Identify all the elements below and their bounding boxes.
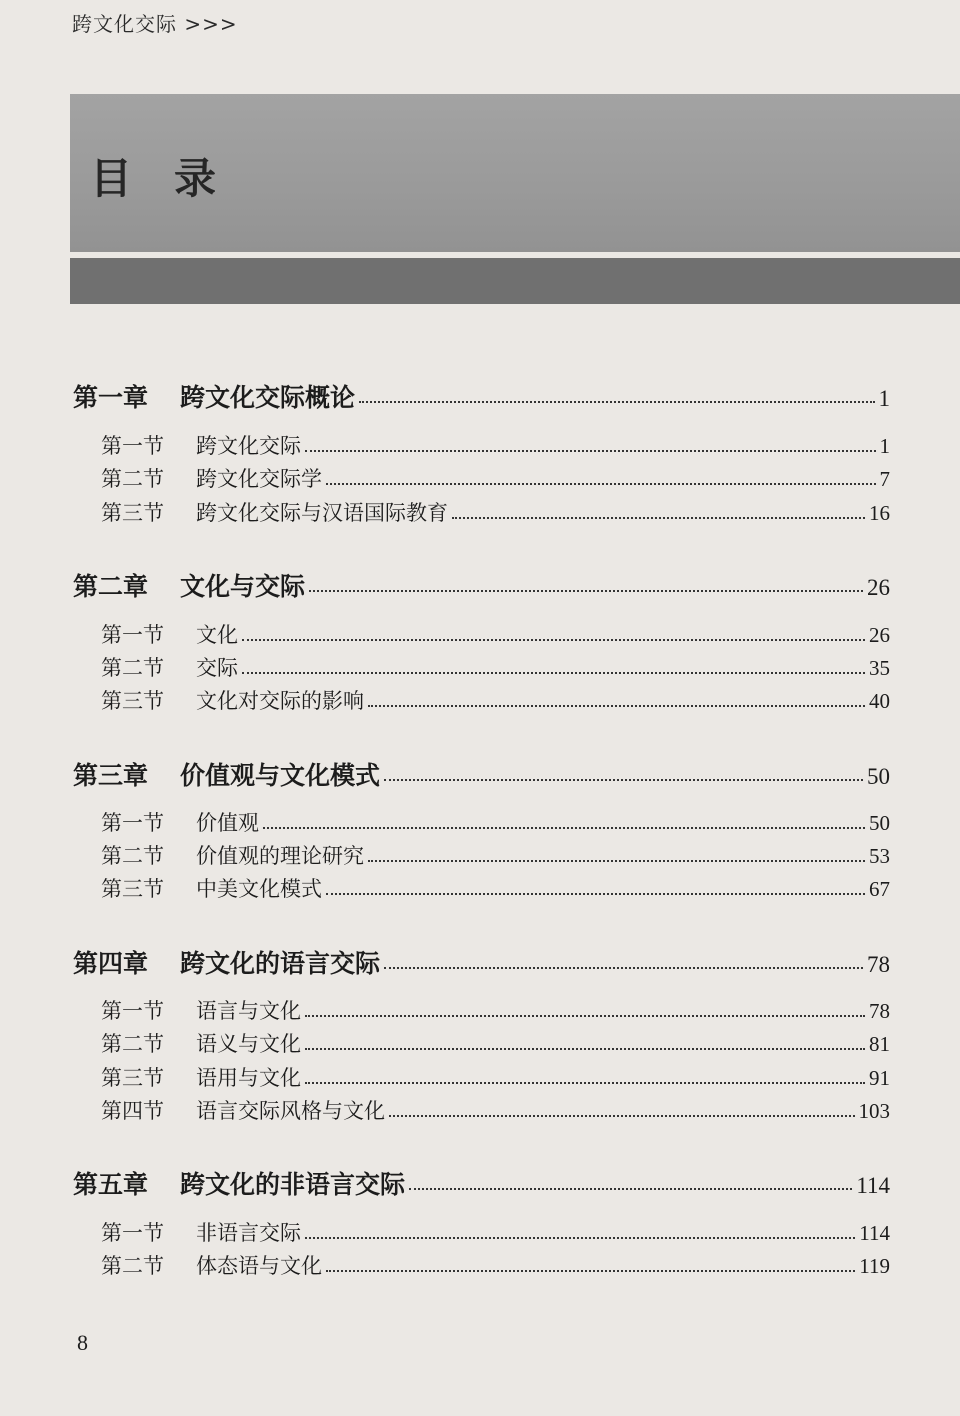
toc-entry-title: 文化与交际 (180, 572, 306, 601)
toc-leader-dots (452, 517, 865, 519)
toc-chapter-row (73, 756, 890, 792)
toc-entry-label: 第五章 (73, 1170, 149, 1199)
toc-leader-dots (326, 1270, 855, 1272)
toc-entry-title: 语义与文化 (196, 1032, 301, 1056)
toc-leader-dots (368, 860, 865, 862)
toc-entry-label: 第三节 (101, 1066, 164, 1090)
page-title: 目录 (90, 154, 259, 203)
toc-section-row (101, 430, 890, 460)
toc-entry-page: 78 (867, 952, 890, 977)
toc-leader-dots (368, 705, 865, 707)
toc-leader-dots (409, 1188, 852, 1190)
toc-entry-page: 50 (867, 764, 890, 789)
toc-leader-dots (305, 1048, 865, 1050)
toc-section-row (101, 497, 890, 527)
toc-entry-title: 语言与文化 (196, 999, 301, 1023)
toc-entry-label: 第一节 (101, 623, 164, 647)
toc-chapter-row (73, 378, 890, 414)
toc-entry-label: 第二节 (101, 1032, 164, 1056)
toc-section-row (101, 652, 890, 682)
toc-chapter-row (73, 1165, 890, 1201)
toc-leader-dots (305, 1015, 865, 1017)
toc-entry-page: 114 (856, 1173, 890, 1198)
toc-entry-title: 价值观与文化模式 (180, 761, 381, 790)
toc-entry-label: 第一节 (101, 434, 164, 458)
toc-leader-dots (305, 450, 876, 452)
toc-chapter-row (73, 567, 890, 603)
toc-entry-title: 语言交际风格与文化 (196, 1099, 385, 1123)
toc-entry-title: 文化对交际的影响 (196, 689, 364, 713)
toc-section-row (101, 1062, 890, 1092)
toc-leader-dots (305, 1237, 855, 1239)
toc-entry-page: 114 (859, 1221, 890, 1245)
toc-section-row (101, 995, 890, 1025)
toc-entry-page: 1 (878, 386, 890, 411)
toc-section-row (101, 1217, 890, 1247)
toc-entry-title: 非语言交际 (196, 1221, 301, 1245)
toc-entry-page: 1 (879, 434, 890, 458)
toc-leader-dots (389, 1115, 855, 1117)
toc-entry-page: 40 (869, 689, 890, 713)
toc-section-row (101, 1250, 890, 1280)
toc-entry-page: 16 (869, 501, 890, 525)
toc-section-row (101, 807, 890, 837)
toc-section-row (101, 685, 890, 715)
toc-entry-title: 跨文化交际概论 (180, 383, 356, 412)
toc-section-row (101, 840, 890, 870)
toc-leader-dots (263, 827, 865, 829)
toc-leader-dots (242, 672, 865, 674)
toc-entry-label: 第一节 (101, 1221, 164, 1245)
toc-entry-label: 第三节 (101, 501, 164, 525)
toc-entry-title: 跨文化交际与汉语国际教育 (196, 501, 448, 525)
toc-entry-label: 第二节 (101, 656, 164, 680)
banner-bar (70, 258, 960, 304)
toc-entry-label: 第一节 (101, 811, 164, 835)
toc-leader-dots (305, 1082, 865, 1084)
toc-entry-page: 53 (869, 844, 890, 868)
toc-section-row (101, 1095, 890, 1125)
toc-entry-title: 跨文化的语言交际 (180, 949, 381, 978)
toc-entry-label: 第四节 (101, 1099, 164, 1123)
toc-entry-page: 103 (858, 1099, 890, 1123)
toc-entry-label: 第三节 (101, 877, 164, 901)
toc-entry-page: 81 (869, 1032, 890, 1056)
page-number: 8 (77, 1330, 88, 1355)
toc-entry-page: 35 (869, 656, 890, 680)
toc-section-row (101, 873, 890, 903)
toc-leader-dots (326, 893, 865, 895)
toc-entry-label: 第二节 (101, 1254, 164, 1278)
toc-entry-page: 26 (869, 623, 890, 647)
toc-entry-label: 第二章 (73, 572, 149, 601)
toc-entry-page: 91 (869, 1066, 890, 1090)
toc-leader-dots (384, 967, 863, 969)
toc-leader-dots (326, 483, 876, 485)
toc-entry-label: 第二节 (101, 844, 164, 868)
toc-entry-label: 第四章 (73, 949, 149, 978)
toc-leader-dots (384, 779, 863, 781)
toc-entry-title: 文化 (196, 623, 238, 647)
toc-entry-title: 跨文化交际学 (196, 467, 322, 491)
toc-section-row (101, 1028, 890, 1058)
toc-entry-title: 跨文化的非语言交际 (180, 1170, 406, 1199)
toc-entry-page: 67 (869, 877, 890, 901)
toc-section-row (101, 463, 890, 493)
toc-chapter-row (73, 944, 890, 980)
toc-entry-page: 119 (859, 1254, 890, 1278)
toc-entry-page: 26 (867, 575, 890, 600)
toc-entry-title: 交际 (196, 656, 238, 680)
toc-entry-label: 第二节 (101, 467, 164, 491)
toc-entry-title: 体态语与文化 (196, 1254, 322, 1278)
title-banner (70, 94, 960, 252)
toc-entry-title: 中美文化模式 (196, 877, 322, 901)
toc-entry-title: 价值观 (196, 811, 259, 835)
toc-entry-label: 第三章 (73, 761, 149, 790)
toc-entry-page: 78 (869, 999, 890, 1023)
toc-entry-title: 跨文化交际 (196, 434, 301, 458)
toc-entry-title: 语用与文化 (196, 1066, 301, 1090)
toc-entry-page: 50 (869, 811, 890, 835)
toc-entry-label: 第一章 (73, 383, 149, 412)
running-head: 跨文化交际 >>> (72, 12, 238, 36)
toc-entry-label: 第一节 (101, 999, 164, 1023)
toc-leader-dots (359, 401, 874, 403)
toc-leader-dots (242, 639, 865, 641)
toc-section-row (101, 619, 890, 649)
toc-entry-title: 价值观的理论研究 (196, 844, 364, 868)
toc-entry-label: 第三节 (101, 689, 164, 713)
toc-leader-dots (309, 590, 863, 592)
toc-entry-page: 7 (879, 467, 890, 491)
